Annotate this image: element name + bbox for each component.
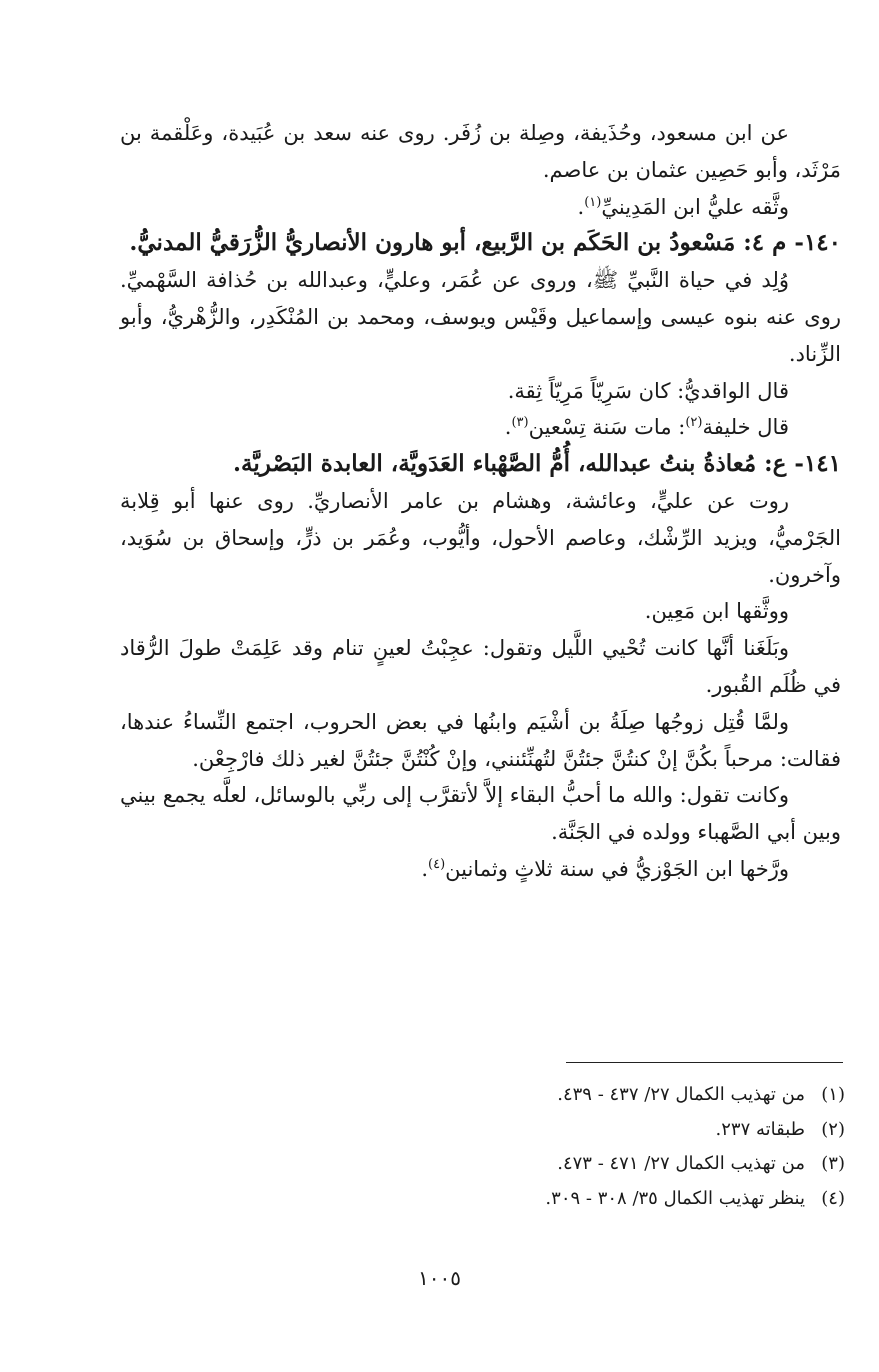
footnote-text: من تهذيب الكمال ٢٧/ ٤٣٧ - ٤٣٩.: [557, 1084, 805, 1105]
footnote-text: طبقاته ٢٣٧.: [715, 1118, 805, 1140]
footnote-divider: [566, 1062, 843, 1063]
body-paragraph: [120, 704, 841, 778]
paragraph-text: ورَّخها ابن الجَوْزيُّ في سنة ثلاثٍ وثمانين: [445, 856, 789, 881]
paragraph-text: قال خليفة: [702, 415, 789, 440]
body-paragraph: [120, 593, 841, 630]
footnote-number: (٢): [821, 1118, 845, 1140]
paragraph-text: .: [577, 194, 585, 219]
footnote-ref: (٣): [511, 415, 529, 431]
paragraph-text: روت عن عليٍّ، وعائشة، وهشام بن عامر الأنصاريِّ. روى عنها أبو قِلابة الجَرْميُّ، ويزيد الرِّشْك، وعاصم الأحول، وأيُّوب، وعُمَر بن ذرٍّ، وإسحاق بن سُوَيد، وآخرون.: [120, 488, 841, 587]
paragraph-text: وبَلَغَنا أنَّها كانت تُحْيي اللَّيل وتقول: عجِبْتُ لعينٍ تنام وقد عَلِمَتْ طولَ الرُّقاد في ظُلَم القُبور.: [120, 636, 841, 697]
paragraph-text: .: [504, 415, 512, 440]
footnote-ref: (٢): [685, 415, 703, 431]
footnote: [180, 1113, 845, 1148]
body-paragraph: [120, 189, 841, 226]
paragraph-text: : مات سَنة تِسْعين: [528, 415, 686, 440]
paragraph-text: ولمَّا قُتِل زوجُها صِلَةُ بن أشْيَم وابنُها في بعض الحروب، اجتمع النِّساءُ عندها، فقالت: مرحباً بكُنَّ إنْ كنتُنَّ جئتُنَّ لتُهنِّئنني، وإنْ كُنْتُنَّ جئتُنَّ لغير ذلك فارْجِعْن.: [120, 709, 841, 771]
body-paragraph: [120, 409, 841, 446]
footnote-text: من تهذيب الكمال ٢٧/ ٤٧١ - ٤٧٣.: [557, 1153, 805, 1174]
entry-heading: [120, 446, 841, 483]
footnote-number: (١): [821, 1084, 845, 1105]
footnote-number: (٣): [821, 1153, 845, 1174]
main-text: [120, 115, 841, 888]
body-paragraph: [120, 777, 841, 851]
paragraph-text: ١٤١- ع: مُعاذةُ بنتُ عبدالله، أُمُّ الصَّهْباء العَدَويَّة، العابدة البَصْريَّة.: [233, 450, 841, 478]
footnote: [180, 1078, 845, 1113]
footnote: [180, 1147, 845, 1182]
body-paragraph: [120, 373, 841, 410]
page-number: ١٠٠٥: [418, 1266, 461, 1290]
footnote: [180, 1182, 845, 1217]
entry-heading: [120, 225, 841, 262]
footnote-ref: (١): [584, 194, 602, 210]
paragraph-text: ووثَّقها ابن مَعِين.: [644, 599, 789, 624]
footnote-ref: (٤): [428, 856, 446, 872]
body-paragraph: [120, 851, 841, 888]
paragraph-text: وُلِد في حياة النَّبيِّ ﷺ، وروى عن عُمَر، وعليٍّ، وعبدالله بن حُذافة السَّهْميِّ. روى عنه بنوه عيسى وإسماعيل وقَيْس ويوسف، ومحمد بن المُنْكَدِر، والزُّهْريُّ، وأبو الزِّناد.: [120, 268, 841, 366]
paragraph-text: وكانت تقول: والله ما أحبُّ البقاء إلاَّ لأتقرَّب إلى ربِّي بالوسائل، لعلَّه يجمع بيني وبين أبي الصَّهباء وولده في الجَنَّة.: [120, 783, 841, 845]
footnote-text: ينظر تهذيب الكمال ٣٥/ ٣٠٨ - ٣٠٩.: [545, 1187, 805, 1209]
paragraph-text: .: [421, 856, 428, 881]
paragraph-text: عن ابن مسعود، وحُذَيفة، وصِلة بن زُفَر. روى عنه سعد بن عُبَيدة، وعَلْقمة بن مَرْثَد، وأبو حَصِين عثمان بن عاصم.: [120, 121, 841, 182]
body-paragraph: [120, 483, 841, 593]
body-paragraph: [120, 115, 841, 189]
footnotes: [180, 1078, 845, 1216]
paragraph-text: ١٤٠- م ٤: مَسْعودُ بن الحَكَم بن الرَّبيع، أبو هارون الأنصاريُّ الزُّرَقيُّ المدنيُّ.: [129, 229, 841, 257]
body-paragraph: [120, 262, 841, 372]
paragraph-text: قال الواقديُّ: كان سَرِيّاً مَرِيّاً ثِقة.: [507, 378, 789, 403]
paragraph-text: وثَّقه عليُّ ابن المَدِينيِّ: [601, 194, 789, 219]
body-paragraph: [120, 630, 841, 704]
footnote-number: (٤): [821, 1187, 845, 1209]
